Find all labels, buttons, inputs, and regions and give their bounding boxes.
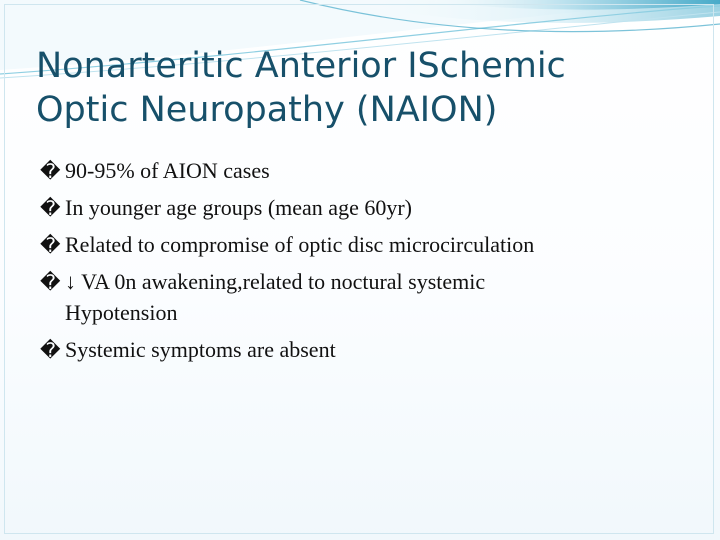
slide-title [36,44,696,132]
bullet-item [40,155,700,186]
bullet-text: Systemic symptoms are absent [65,337,336,362]
bullet-item [40,266,700,328]
bullet-continuation-text: Hypotension [65,300,178,325]
bullet-list [40,155,700,371]
bullet-glyph-icon: � [40,196,61,220]
bullet-text: In younger age groups (mean age 60yr) [65,195,412,220]
bullet-glyph-icon: � [40,338,61,362]
bullet-text: Related to compromise of optic disc microcirculation [65,232,535,257]
bullet-item [40,192,700,223]
bullet-text: 90-95% of AION cases [65,158,270,183]
slide-title-line: Nonarteritic Anterior ISchemic [36,46,566,86]
bullet-glyph-icon: � [40,270,61,294]
bullet-item [40,334,700,365]
bullet-glyph-icon: � [40,159,61,183]
bullet-text: ↓ VA 0n awakening,related to noctural systemic [65,269,486,294]
slide-title-line: Optic Neuropathy (NAION) [36,90,498,130]
bullet-item [40,229,700,260]
bullet-glyph-icon: � [40,233,61,257]
